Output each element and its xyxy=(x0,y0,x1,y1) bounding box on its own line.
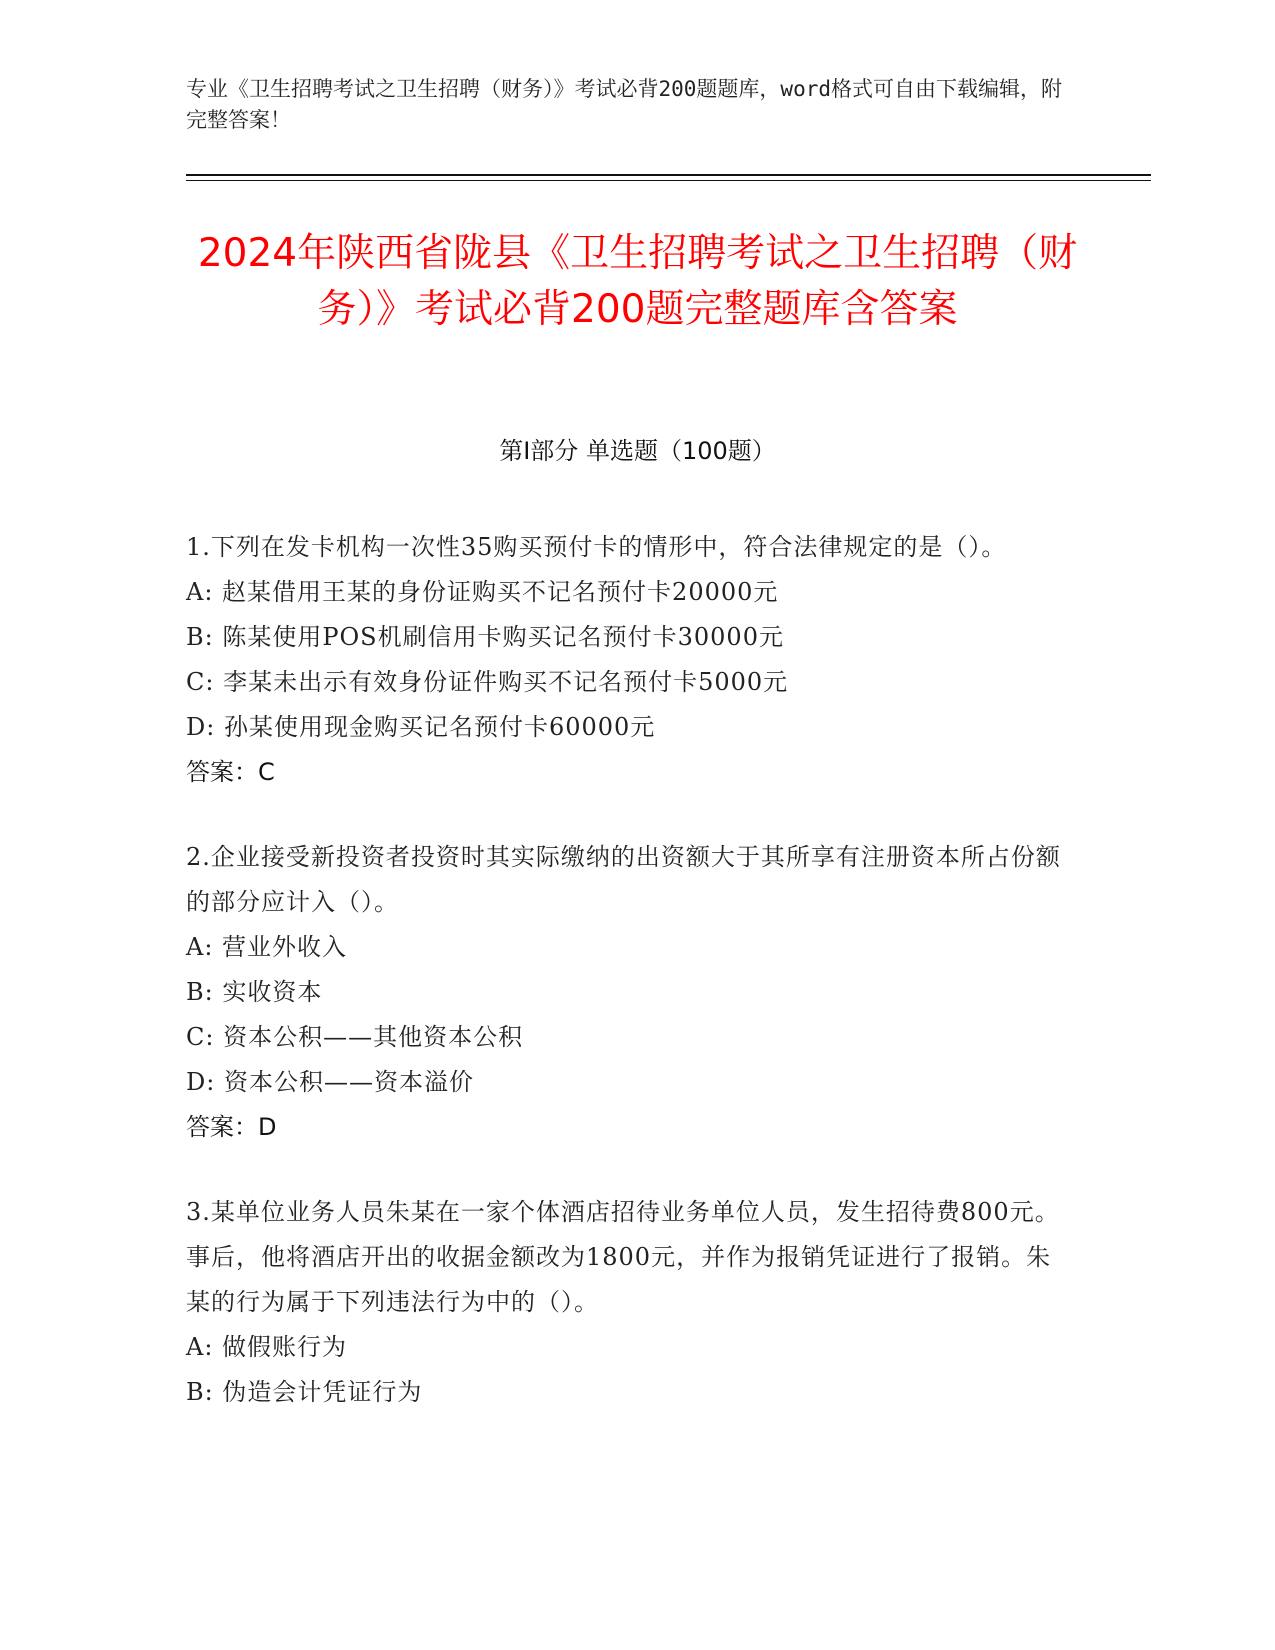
question-stem: 1.下列在发卡机构一次性35购买预付卡的情形中，符合法律规定的是（）。 xyxy=(186,533,1007,561)
document-title: 2024年陕西省陇县《卫生招聘考试之卫生招聘（财务）》考试必背200题完整题库含答案 xyxy=(197,231,1078,332)
question-list xyxy=(186,525,1066,1455)
header-divider-thin xyxy=(186,180,1151,181)
question-stem: 2.企业接受新投资者投资时其实际缴纳的出资额大于其所享有注册资本所占份额的部分应计入（）。 xyxy=(186,843,1061,916)
option-d: D: 孙某使用现金购买记名预付卡60000元 xyxy=(186,713,656,741)
header-divider-thick xyxy=(186,174,1151,176)
answer: 答案：D xyxy=(186,1113,277,1141)
option-a: A: 营业外收入 xyxy=(186,933,348,961)
question-stem: 3.某单位业务人员朱某在一家个体酒店招待业务单位人员，发生招待费800元。事后，他将酒店开出的收据金额改为1800元，并作为报销凭证进行了报销。朱某的行为属于下列违法行为中的（）。 xyxy=(186,1198,1060,1316)
question-1 xyxy=(186,525,1066,795)
section-title: 第Ⅰ部分 单选题（100题） xyxy=(499,437,776,465)
option-b: B: 陈某使用POS机刷信用卡购买记名预付卡30000元 xyxy=(186,623,784,651)
question-2 xyxy=(186,835,1066,1150)
option-a: A: 做假账行为 xyxy=(186,1333,348,1361)
option-b: B: 实收资本 xyxy=(186,978,323,1006)
option-b: B: 伪造会计凭证行为 xyxy=(186,1378,423,1406)
header-note: 专业《卫生招聘考试之卫生招聘（财务）》考试必背200题题库，word格式可自由下载编辑，附完整答案！ xyxy=(186,77,1062,132)
answer: 答案：C xyxy=(186,758,275,786)
option-a: A: 赵某借用王某的身份证购买不记名预付卡20000元 xyxy=(186,578,779,606)
question-3 xyxy=(186,1190,1066,1415)
option-d: D: 资本公积——资本溢价 xyxy=(186,1068,474,1096)
option-c: C: 资本公积——其他资本公积 xyxy=(186,1023,524,1051)
option-c: C: 李某未出示有效身份证件购买不记名预付卡5000元 xyxy=(186,668,789,696)
